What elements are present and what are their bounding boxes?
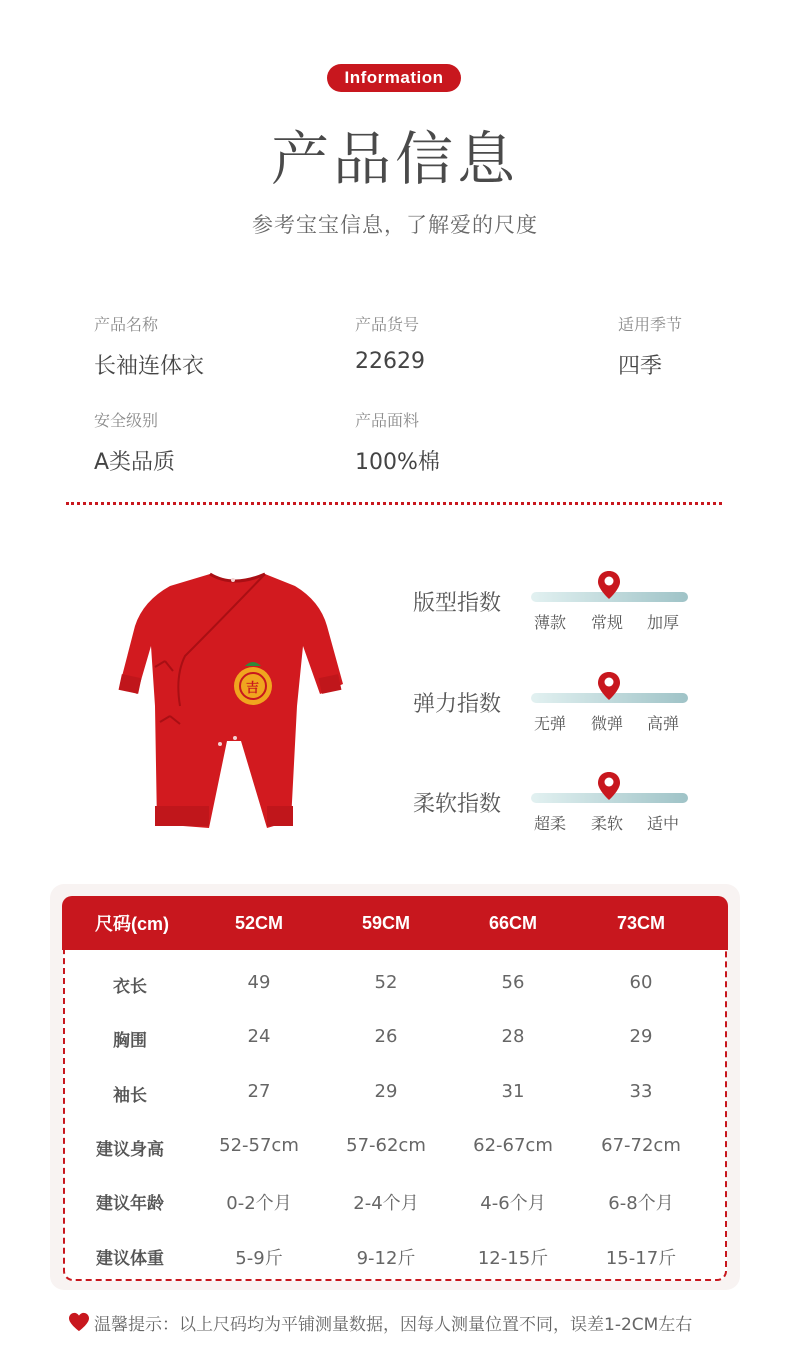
- info-label: 产品货号: [355, 315, 420, 334]
- index-level-label: 高弹: [647, 714, 680, 733]
- size-cell: 31: [501, 1081, 525, 1102]
- size-cell: 26: [374, 1026, 398, 1047]
- info-value: A类品质: [94, 450, 176, 475]
- size-header-cell: 66CM: [488, 912, 537, 933]
- size-cell: 57-62cm: [346, 1135, 426, 1156]
- size-cell: 4-6个月: [480, 1193, 546, 1214]
- size-cell: 52-57cm: [219, 1135, 299, 1156]
- page-subtitle: 参考宝宝信息，了解爱的尺度: [252, 213, 538, 237]
- index-row-elasticity: [413, 671, 703, 741]
- size-cell: 67-72cm: [601, 1135, 681, 1156]
- size-row-label: 建议体重: [96, 1249, 164, 1269]
- index-name: 弹力指数: [413, 692, 502, 717]
- info-safety-level: [94, 408, 175, 476]
- size-cell: 2-4个月: [353, 1193, 419, 1214]
- size-cell: 15-17斤: [605, 1248, 677, 1269]
- index-level-label: 适中: [647, 814, 680, 833]
- index-name: 柔软指数: [413, 792, 502, 817]
- size-row-label: 胸围: [113, 1031, 147, 1051]
- info-label: 产品名称: [94, 315, 159, 334]
- size-row-label: 建议身高: [96, 1140, 164, 1160]
- heart-icon: [68, 1312, 90, 1332]
- size-cell: 29: [374, 1081, 398, 1102]
- size-row-label: 衣长: [113, 977, 147, 997]
- info-season: [618, 312, 682, 380]
- index-level-label: 微弹: [591, 714, 624, 733]
- page-title: 产品信息: [270, 125, 519, 193]
- index-level-label: 加厚: [647, 613, 680, 632]
- size-cell: 6-8个月: [608, 1193, 674, 1214]
- section-divider: [66, 502, 722, 505]
- location-pin-icon: [597, 771, 621, 801]
- information-badge: Information: [327, 64, 461, 92]
- svg-text:吉: 吉: [246, 681, 260, 696]
- note-text: 温馨提示：以上尺码均为平铺测量数据，因每人测量位置不同，误差1-2CM左右: [94, 1314, 693, 1335]
- red-onesie-image: [115, 566, 350, 836]
- index-name: 版型指数: [413, 591, 502, 616]
- info-label: 安全级别: [94, 411, 159, 430]
- info-fabric: [355, 408, 440, 476]
- size-cell: 27: [247, 1081, 271, 1102]
- size-note: [68, 1309, 768, 1335]
- size-cell: 60: [629, 972, 653, 993]
- size-header-cell: 尺码(cm): [94, 914, 169, 934]
- info-label: 适用季节: [618, 315, 683, 334]
- size-cell: 33: [629, 1081, 653, 1102]
- size-cell: 62-67cm: [473, 1135, 553, 1156]
- info-value: 22629: [355, 349, 425, 374]
- size-row-label: 建议年龄: [96, 1194, 164, 1214]
- index-level-label: 薄款: [534, 613, 567, 632]
- index-level-label: 柔软: [591, 814, 624, 833]
- size-header-cell: 59CM: [361, 912, 410, 933]
- info-value: 四季: [618, 354, 663, 379]
- info-value: 100%棉: [355, 450, 440, 475]
- location-pin-icon: [597, 671, 621, 701]
- size-cell: 5-9斤: [235, 1248, 283, 1269]
- size-row-label: 袖长: [113, 1086, 147, 1106]
- size-cell: 12-15斤: [477, 1248, 549, 1269]
- size-header-cell: 73CM: [616, 912, 665, 933]
- size-cell: 24: [247, 1026, 271, 1047]
- size-cell: 49: [247, 972, 271, 993]
- info-label: 产品面料: [355, 411, 420, 430]
- info-product-name: [94, 312, 204, 380]
- size-header-cell: 52CM: [234, 912, 283, 933]
- size-cell: 9-12斤: [356, 1248, 416, 1269]
- index-row-fit: [413, 570, 703, 640]
- location-pin-icon: [597, 570, 621, 600]
- size-cell: 52: [374, 972, 398, 993]
- size-cell: 28: [501, 1026, 525, 1047]
- info-product-code: [355, 312, 425, 374]
- size-cell: 29: [629, 1026, 653, 1047]
- index-level-label: 超柔: [534, 814, 567, 833]
- index-row-softness: [413, 771, 703, 841]
- info-value: 长袖连体衣: [94, 354, 205, 379]
- index-level-label: 无弹: [534, 714, 567, 733]
- size-cell: 0-2个月: [226, 1193, 292, 1214]
- index-level-label: 常规: [591, 613, 624, 632]
- size-cell: 56: [501, 972, 525, 993]
